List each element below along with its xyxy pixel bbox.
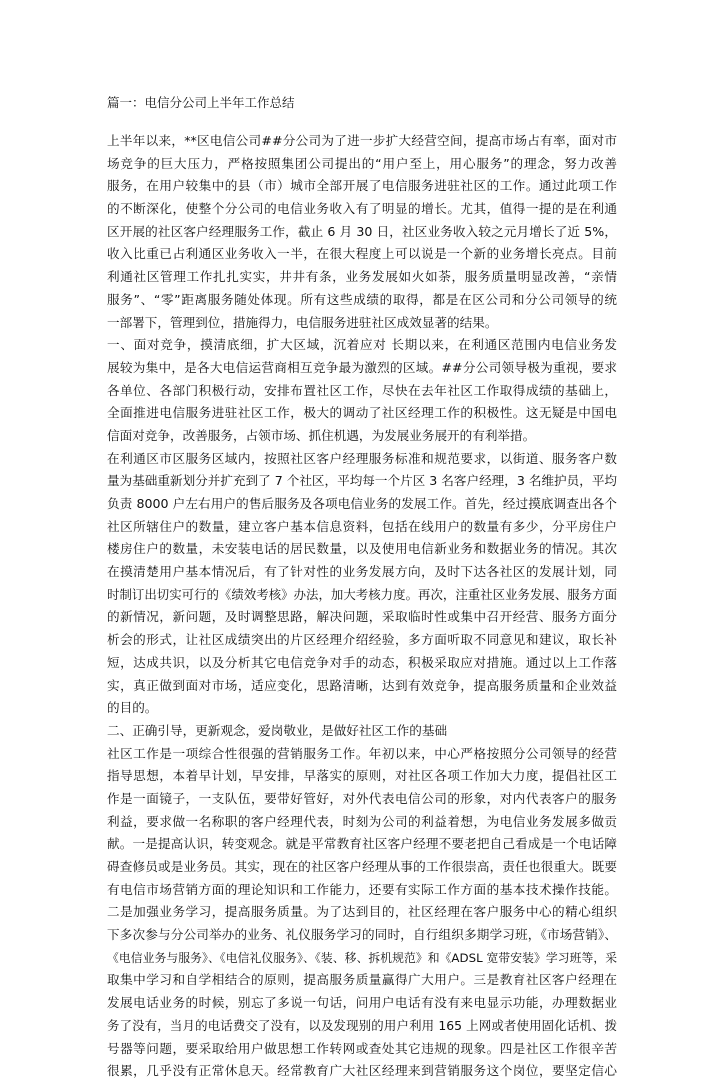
body-text-line: 时制订出切实可行的《绩效考核》办法，加大考核力度。再次，注重社区业务发展、服务方面 (107, 586, 617, 602)
body-text-line: 展较为集中，是各大电信运营商相互竞争最为激烈的区域。##分公司领导极为重视，要求 (107, 359, 617, 375)
document-body (107, 130, 617, 1083)
body-text-line: 碍查修员或是业务员。其实，现在的社区客户经理从事的工作很崇高，责任也很重大。既要 (107, 859, 617, 874)
body-text-line: 《电信业务与服务》、《电信礼仪服务》、《装、移、拆机规范》和《ADSL 宽带安装》学习班等，采 (107, 950, 617, 965)
body-text-line: 区开展的社区客户经理服务工作，截止 6 月 30 日，社区业务收入较之元月增长了近 5%， (107, 223, 617, 239)
body-text-line: 场竞争的巨大压力，严格按照集团公司提出的“用户至上，用心服务”的理念，努力改善 (107, 155, 617, 171)
body-text-line: 析会的形式，让社区成绩突出的片区经理介绍经验，多方面听取不同意见和建议，取长补 (107, 632, 617, 648)
body-text-line: 作是一面镜子，一支队伍，要带好管好，对外代表电信公司的形象，对内代表客户的服务 (107, 790, 617, 806)
body-text-line: 全面推进电信服务进驻社区工作，极大的调动了社区经理工作的积极性。这无疑是中国电 (107, 405, 617, 421)
body-text-line: 在摸清楚用户基本情况后，有了针对性的业务发展方向，及时下达各社区的发展计划，同 (107, 564, 617, 580)
body-text-line: 一部署下，管理到位，措施得力，电信服务进驻社区成效显著的结果。 (107, 314, 498, 330)
document-title: 篇一：电信分公司上半年工作总结 (107, 95, 295, 110)
body-text-line: 上半年以来，**区电信公司##分公司为了进一步扩大经营空间，提高市场占有率，面对市 (107, 133, 617, 148)
body-text-line: 各单位、各部门积极行动，安排布置社区工作，尽快在去年社区工作取得成绩的基础上， (107, 382, 617, 398)
body-text-line: 实，真正做到面对市场，适应变化，思路清晰，达到有效竞争，提高服务质量和企业效益 (107, 677, 617, 693)
body-text-line: 服务，在用户较集中的县（市）城市全部开展了电信服务进驻社区的工作。通过此项工作 (107, 178, 617, 194)
body-text-line: 献。一是提高认识，转变观念。就是平常教育社区客户经理不要老把自己看成是一个电话障 (107, 836, 617, 852)
body-text-line: 社区工作是一项综合性很强的营销服务工作。年初以来，中心严格按照分公司领导的经营 (107, 745, 617, 761)
body-text-line: 一、面对竞争，摸清底细，扩大区域，沉着应对 长期以来，在利通区范围内电信业务发 (107, 337, 617, 353)
body-text-line: 利益，要求做一名称职的客户经理代表，时刻为公司的利益着想，为电信业务发展多做贡 (107, 813, 617, 829)
body-text-line: 二是加强业务学习，提高服务质量。为了达到目的，社区经理在客户服务中心的精心组织 (107, 904, 617, 920)
body-text-line: 信面对竞争，改善服务，占领市场、抓住机遇，为发展业务展开的有利举措。 (107, 427, 536, 443)
body-text-line: 取集中学习和自学相结合的原则，提高服务质量赢得广大用户。三是教育社区客户经理在 (107, 972, 617, 988)
body-text-line: 收入比重已占利通区业务收入一半，在很大程度上可以说是一个新的业务增长亮点。目前 (107, 246, 617, 262)
body-text-line: 有电信市场营销方面的理论知识和工作能力，还要有实际工作方面的基本技术操作技能。 (107, 881, 617, 897)
body-text-line: 务了没有，当月的电话费交了没有，以及发现别的用户利用 165 上网或者使用固化话机、拨 (107, 1017, 617, 1033)
body-text-line: 利通社区管理工作扎扎实实，井井有条，业务发展如火如荼，服务质量明显改善，“亲情 (107, 269, 617, 285)
body-text-line: 二、正确引导，更新观念，爱岗敬业，是做好社区工作的基础 (107, 722, 448, 738)
body-text-line: 发展电话业务的时候，别忘了多说一句话，问用户电话有没有来电显示功能，办理数据业 (107, 995, 617, 1011)
body-text-line: 量为基础重新划分并扩充到了 7 个社区，平均每一个片区 3 名客户经理，3 名维护员，平均 (107, 473, 617, 489)
body-text-line: 短，达成共识，以及分析其它电信竞争对手的动态，积极采取应对措施。通过以上工作落 (107, 654, 617, 670)
body-text-line: 社区所辖住户的数量，建立客户基本信息资料，包括在线用户的数量有多少，分平房住户 (107, 518, 617, 534)
body-text-line: 负责 8000 户左右用户的售后服务及各项电信业务的发展工作。首先，经过摸底调查出各个 (107, 496, 617, 511)
body-text-line: 很累，几乎没有正常休息天。经常教育广大社区经理来到营销服务这个岗位，要坚定信心 (107, 1063, 617, 1079)
body-text-line: 在利通区市区服务区域内，按照社区客户经理服务标准和规范要求，以街道、服务客户数 (107, 450, 617, 466)
body-text-line: 的目的。 (107, 700, 158, 716)
body-text-line: 号器等问题，要采取给用户做思想工作转网或查处其它违规的现象。四是社区工作很辛苦 (107, 1040, 617, 1056)
body-text-line: 楼房住户的数量，未安装电话的居民数量，以及使用电信新业务和数据业务的情况。其次 (107, 541, 617, 557)
body-text-line: 的不断深化，使整个分公司的电信业务收入有了明显的增长。尤其，值得一提的是在利通 (107, 201, 617, 217)
body-text-line: 服务”、“零”距离服务随处体现。所有这些成绩的取得，都是在区公司和分公司领导的统 (107, 291, 617, 307)
body-text-line: 下多次参与分公司举办的业务、礼仪服务学习的同时，自行组织多期学习班，《市场营销》、 (107, 927, 617, 943)
body-text-line: 的新情况，新问题，及时调整思路，解决问题，采取临时性或集中召开经营、服务方面分 (107, 609, 617, 625)
body-text-line: 指导思想，本着早计划，早安排，早落实的原则，对社区各项工作加大力度，提倡社区工 (107, 768, 617, 784)
